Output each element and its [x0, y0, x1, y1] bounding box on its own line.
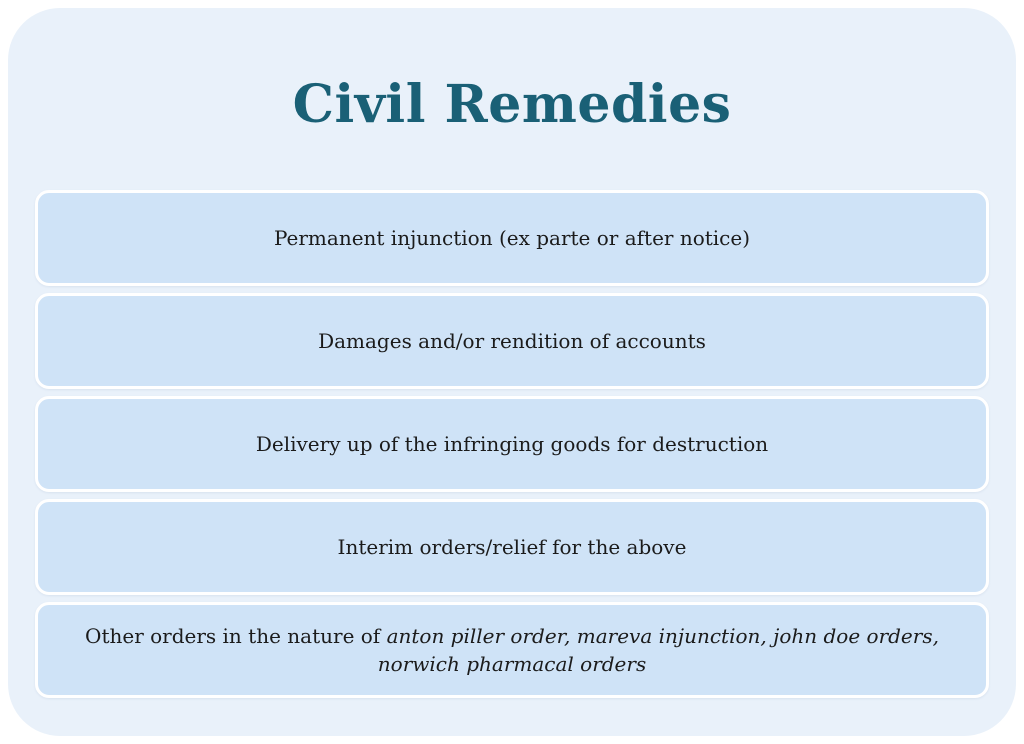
remedy-box-label: Permanent injunction (ex parte or after notice)	[273, 226, 751, 250]
remedy-box-other-orders	[35, 602, 989, 698]
slide-background	[8, 8, 1016, 736]
remedy-box-label: Other orders in the nature of anton piller order, mareva injunction, john doe orders, norwich pharmacal orders	[85, 624, 939, 676]
remedy-box-label: Delivery up of the infringing goods for destruction	[255, 432, 769, 456]
remedy-box-label: Interim orders/relief for the above	[337, 535, 687, 559]
remedy-list	[35, 190, 989, 698]
remedy-box-damages	[35, 293, 989, 389]
remedy-box-interim-orders	[35, 499, 989, 595]
page-title: Civil Remedies	[292, 74, 732, 135]
remedy-box-permanent-injunction	[35, 190, 989, 286]
remedy-box-label: Damages and/or rendition of accounts	[318, 329, 706, 353]
remedy-box-delivery-up	[35, 396, 989, 492]
